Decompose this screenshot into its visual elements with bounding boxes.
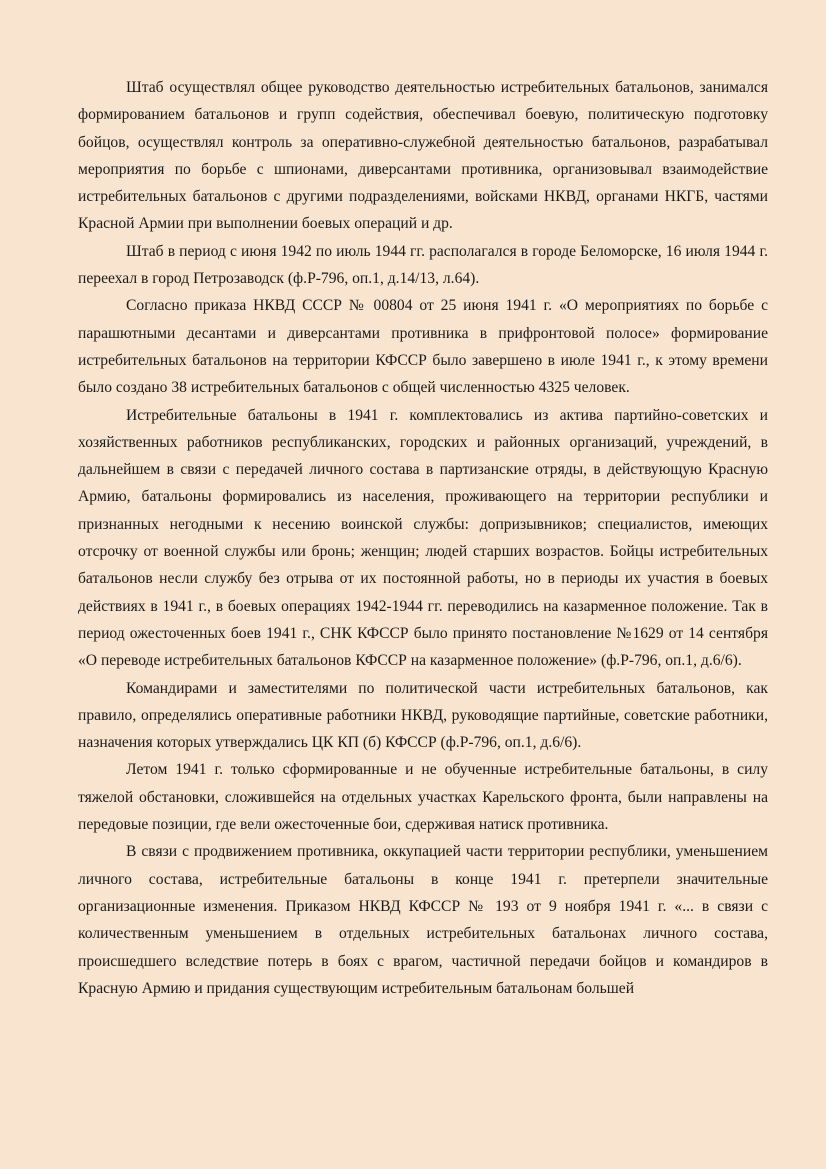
paragraph-commanders: Командирами и заместителями по политической части истребительных батальонов, как правило, определялись оперативные работники НКВД, руководящие партийные, советские работники, назначения которых утверждались ЦК КП (б) КФССР (ф.Р-796, оп.1, д.6/6).: [78, 679, 768, 752]
document-page: [78, 74, 768, 1002]
paragraph-order-00804: Согласно приказа НКВД СССР № 00804 от 25 июня 1941 г. «О мероприятиях по борьбе с парашютными десантами и диверсантами противника в прифронтовой полосе» формирование истребительных батальонов на территории КФССР было завершено в июле 1941 г., к этому времени было создано 38 истребительных батальонов с общей численностью 4325 человек.: [78, 297, 768, 397]
paragraph-reorganization: В связи с продвижением противника, оккупацией части территории республики, уменьшением личного состава, истребительные батальоны в конце 1941 г. претерпели значительные организационные изменения. Приказом НКВД КФССР № 193 от 9 ноября 1941 г. «... в связи с количественным уменьшением в отдельных истребительных батальонах личного состава, происшедшего вследствие потерь в боях с врагом, частичной передачи бойцов и командиров в Красную Армию и придания существующим истребительным батальонам большей: [78, 843, 768, 997]
paragraph-headquarters-duties: Штаб осуществлял общее руководство деятельностью истребительных батальонов, занимался формированием батальонов и групп содействия, обеспечивал боевую, политическую подготовку бойцов, осуществлял контроль за оперативно-служебной деятельностью батальонов, разрабатывал мероприятия по борьбе с шпионами, диверсантами противника, организовывал взаимодействие истребительных батальонов с другими подразделениями, войсками НКВД, органами НКГБ, частями Красной Армии при выполнении боевых операций и др.: [78, 79, 768, 233]
paragraph-summer-1941: Летом 1941 г. только сформированные и не обученные истребительные батальоны, в силу тяжелой обстановки, сложившейся на отдельных участках Карельского фронта, были направлены на передовые позиции, где вели ожесточенные бои, сдерживая натиск противника.: [78, 761, 768, 834]
paragraph-staffing: Истребительные батальоны в 1941 г. комплектовались из актива партийно-советских и хозяйственных работников республиканских, городских и районных организаций, учреждений, в дальнейшем в связи с передачей личного состава в партизанские отряды, в действующую Красную Армию, батальоны формировались из населения, проживающего на территории республики и признанных негодными к несению воинской службы: допризывников; специалистов, имеющих отсрочку от военной службы или бронь; женщин; людей старших возрастов. Бойцы истребительных батальонов несли службу без отрыва от их постоянной работы, но в периоды их участия в боевых действиях в 1941 г., в боевых операциях 1942-1944 гг. переводились на казарменное положение. Так в период ожесточенных боев 1941 г., СНК КФССР было принято постановление №1629 от 14 сентября «О переводе истребительных батальонов КФССР на казарменное положение» (ф.Р-796, оп.1, д.6/6).: [78, 406, 768, 670]
paragraph-headquarters-location: Штаб в период с июня 1942 по июль 1944 гг. располагался в городе Беломорске, 16 июля 1944 г. переехал в город Петрозаводск (ф.Р-796, оп.1, д.14/13, л.64).: [78, 242, 768, 288]
